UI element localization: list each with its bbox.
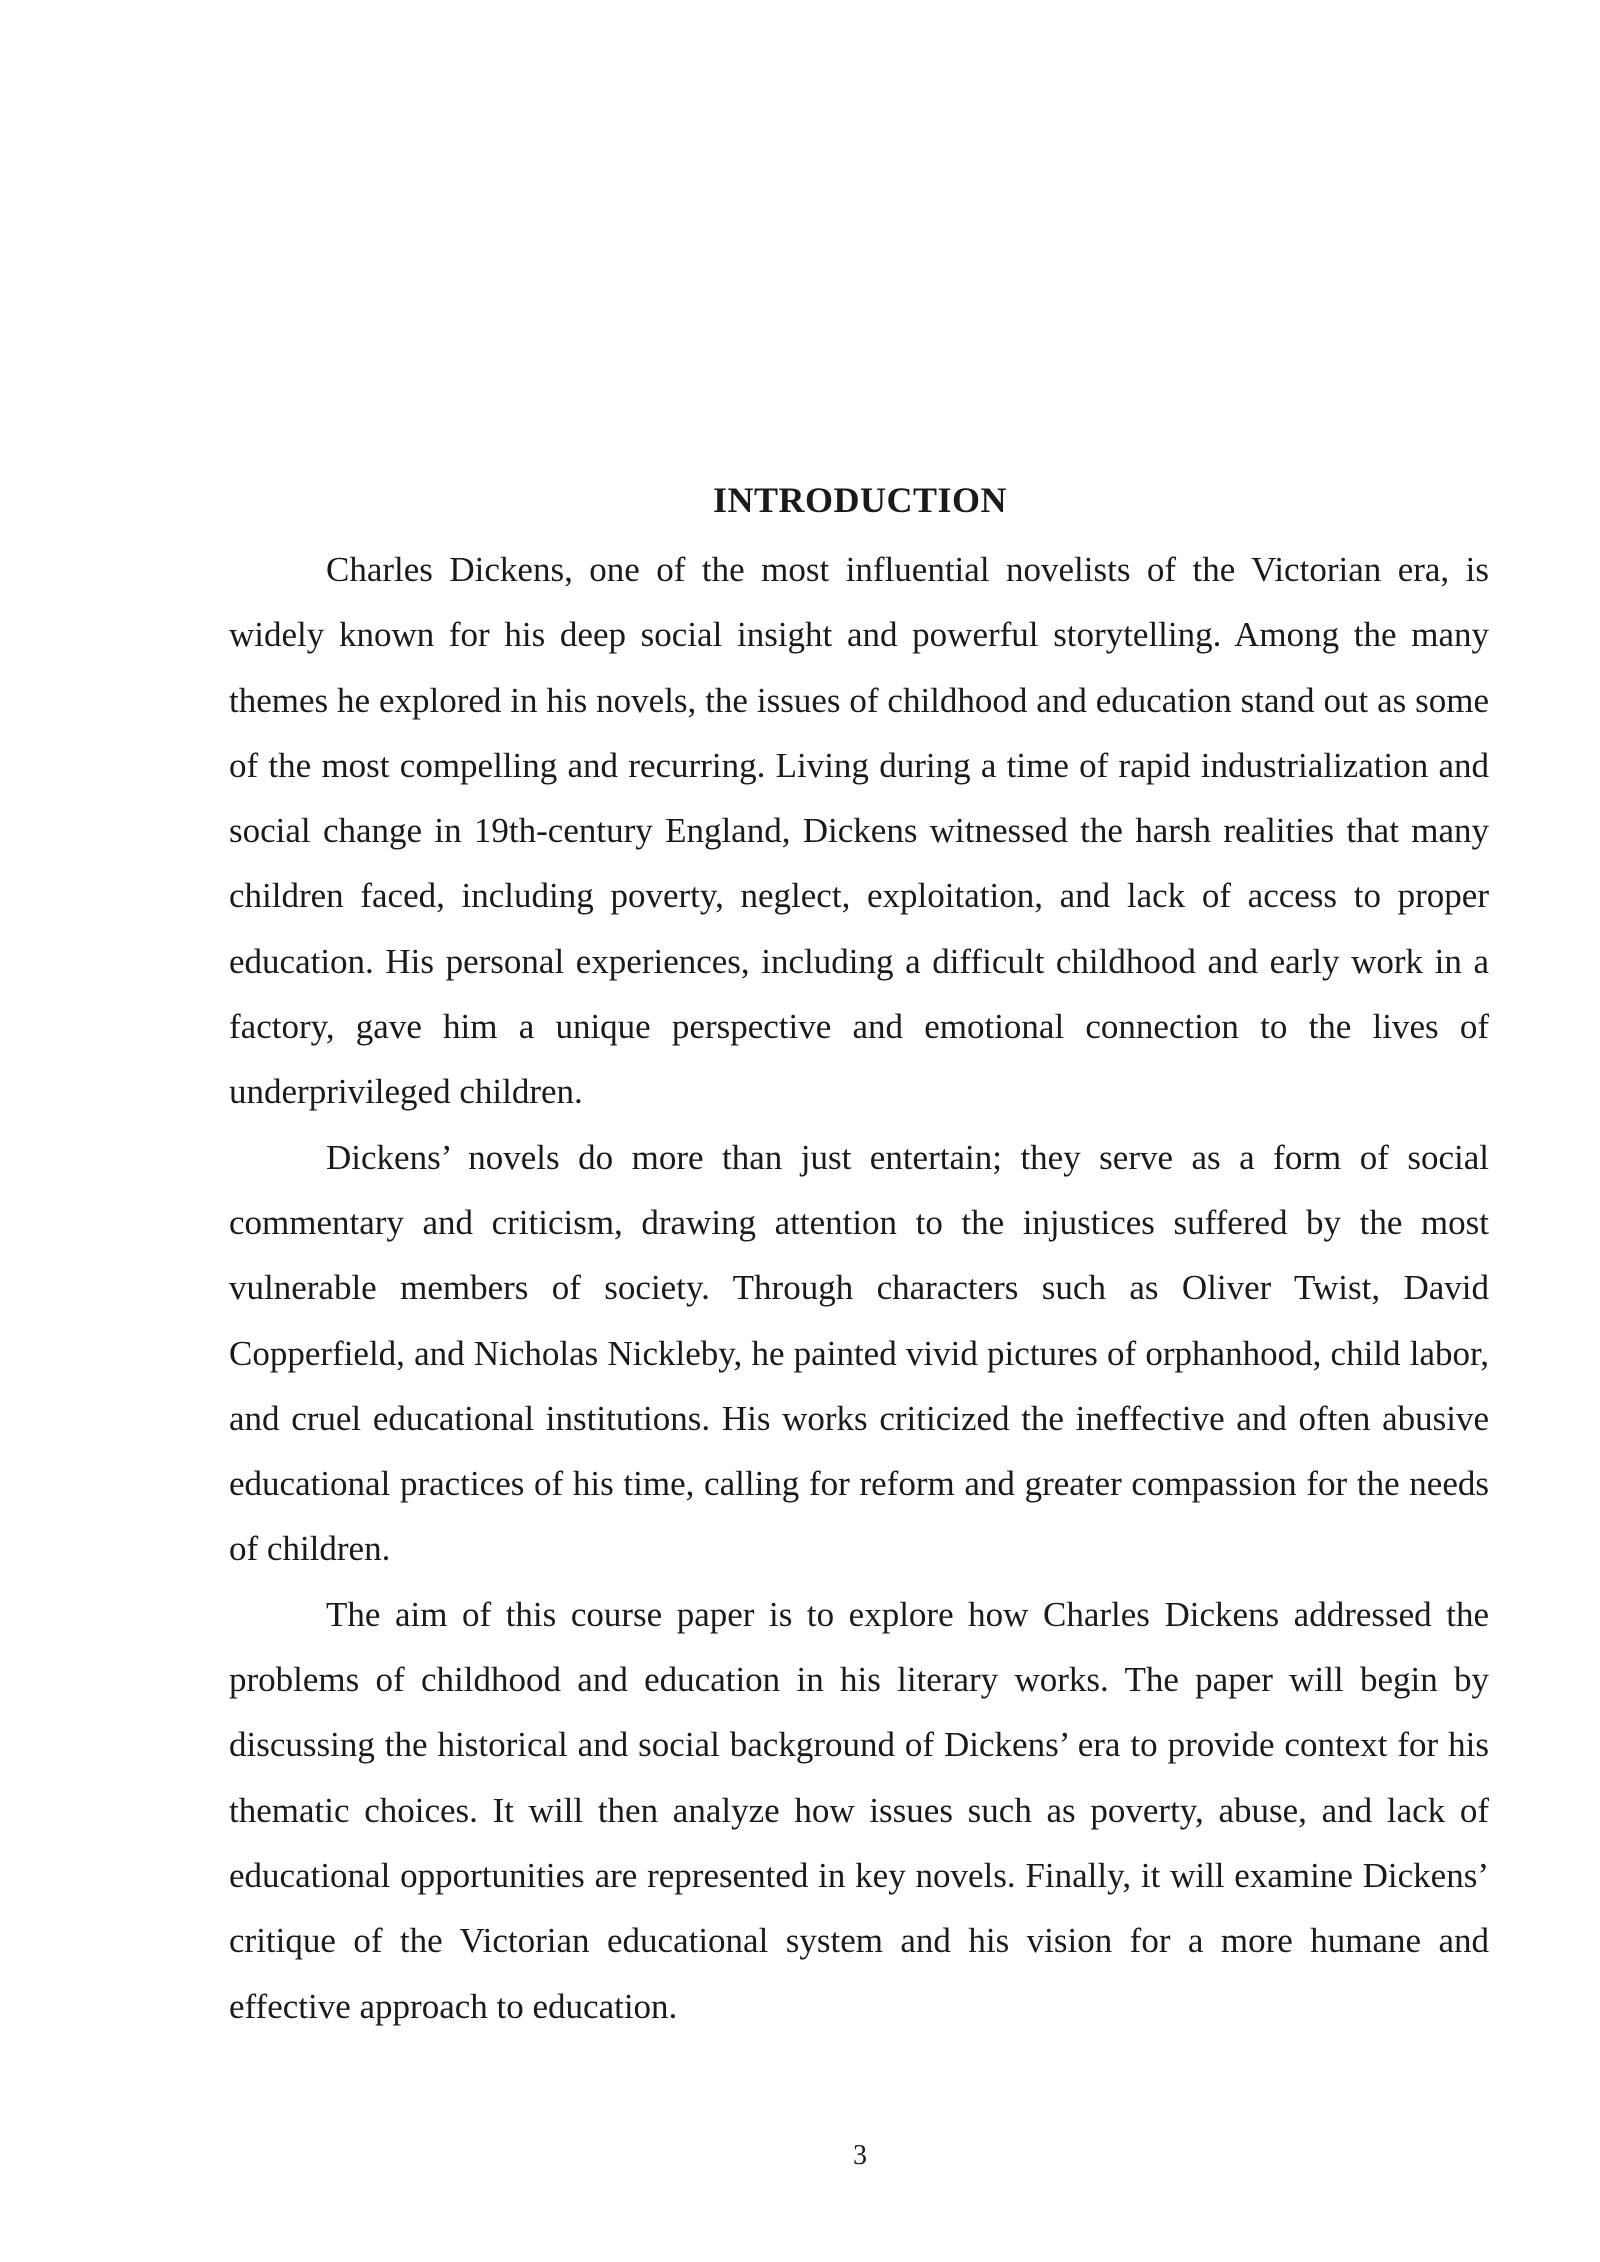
page-number: 3 bbox=[853, 2140, 867, 2171]
paragraph-1: Charles Dickens, one of the most influential novelists of the Victorian era, is widely known for his deep social insight and powerful storytelling. Among the many themes he explored in his novels, the issues of childhood and education stand out as some of the most compelling and recurring. Living during a time of rapid industrialization and social change in 19th-century England, Dickens witnessed the harsh realities that many children faced, including poverty, neglect, exploitation, and lack of access to proper education. His personal experiences, including a difficult childhood and early work in a factory, gave him a unique perspective and emotional connection to the lives of underprivileged children. bbox=[229, 550, 1489, 1112]
body-text bbox=[229, 537, 1489, 2039]
paragraph-3: The aim of this course paper is to explore how Charles Dickens addressed the problems of childhood and education in his literary works. The paper will begin by discussing the historical and social background of Dickens’ era to provide context for his thematic choices. It will then analyze how issues such as poverty, abuse, and lack of educational opportunities are represented in key novels. Finally, it will examine Dickens’ critique of the Victorian educational system and his vision for a more humane and effective approach to education. bbox=[229, 1594, 1489, 2026]
paragraph-2: Dickens’ novels do more than just entertain; they serve as a form of social commentary and criticism, drawing attention to the injustices suffered by the most vulnerable members of society. Through characters such as Oliver Twist, David Copperfield, and Nicholas Nickleby, he painted vivid pictures of orphanhood, child labor, and cruel educational institutions. His works criticized the ineffective and often abusive educational practices of his time, calling for reform and greater compassion for the needs of children. bbox=[229, 1137, 1489, 1569]
section-heading: INTRODUCTION bbox=[712, 480, 1008, 520]
